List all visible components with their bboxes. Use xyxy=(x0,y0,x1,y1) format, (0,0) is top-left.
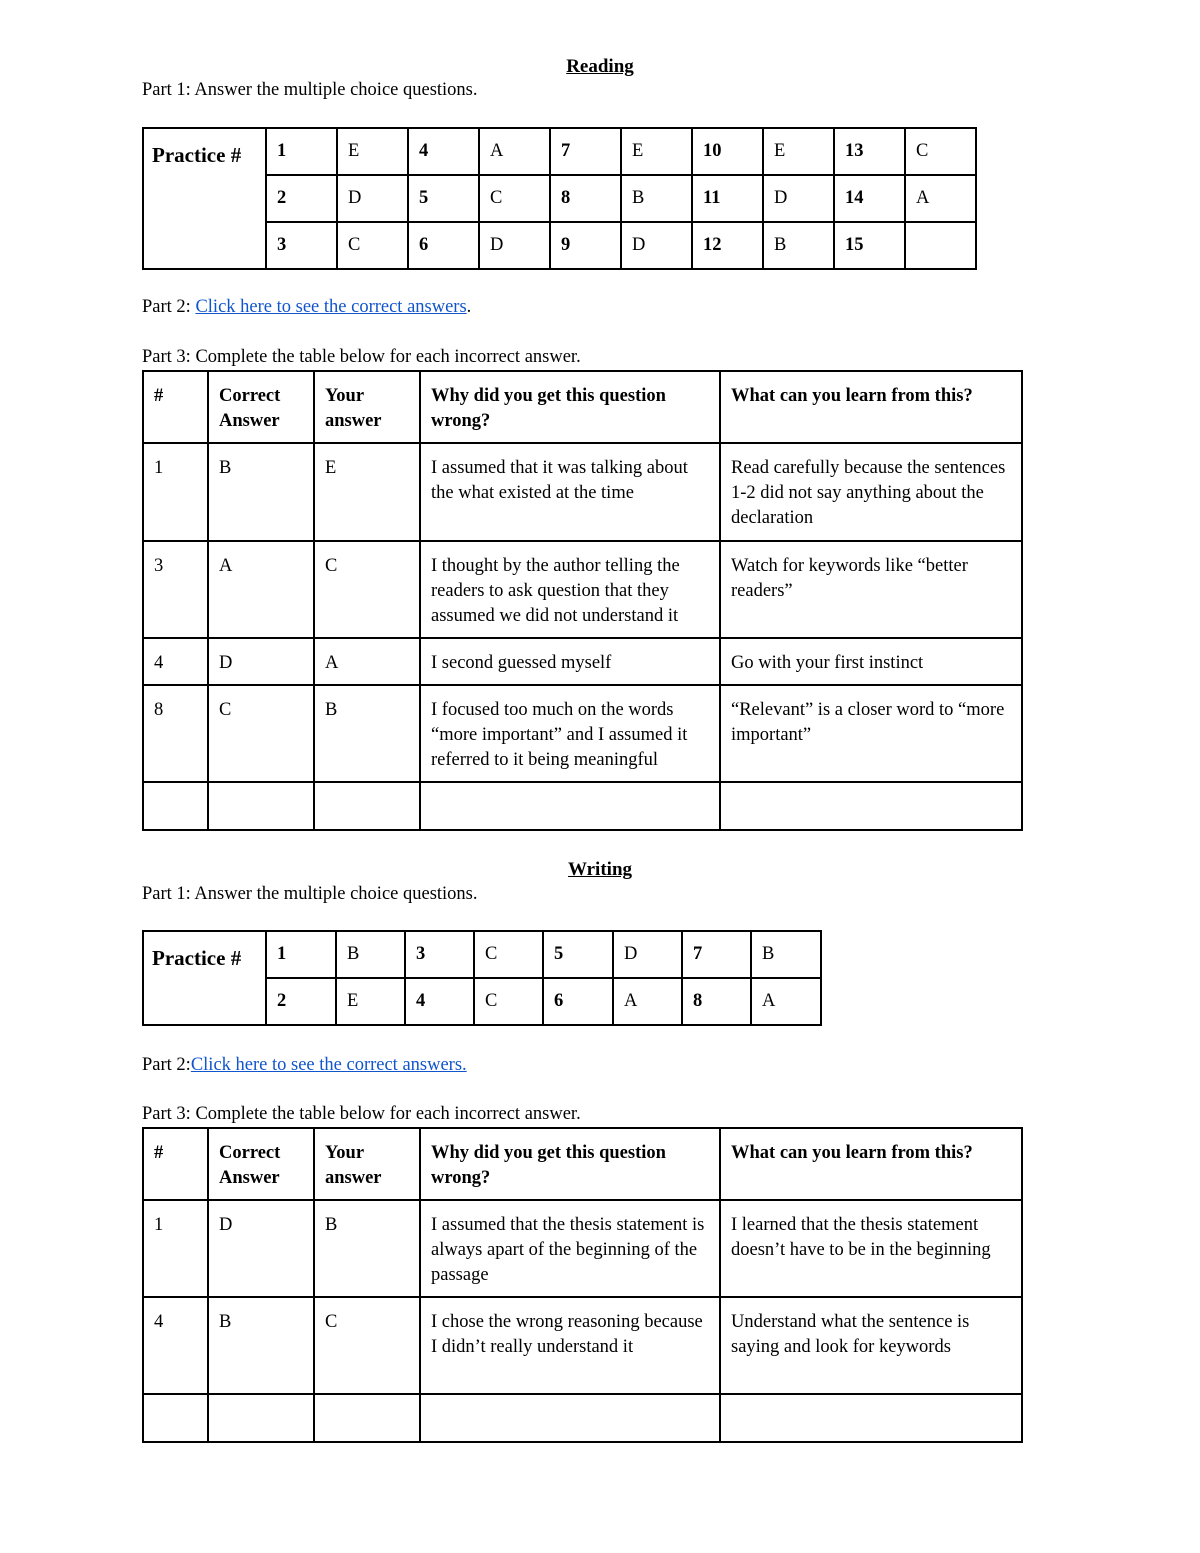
reading-review-row xyxy=(143,685,1022,782)
practice-row xyxy=(143,222,976,269)
your-answer: A xyxy=(314,638,420,685)
reading-review-row xyxy=(143,541,1022,638)
answer-choice: C xyxy=(474,931,543,978)
practice-label: Practice # xyxy=(143,931,266,1025)
correct-answer: B xyxy=(208,1297,314,1394)
correct-answer: D xyxy=(208,638,314,685)
your-answer: B xyxy=(314,1200,420,1297)
header-correct-answer: Correct Answer xyxy=(208,1128,314,1200)
lesson-learned: Watch for keywords like “better readers” xyxy=(720,541,1022,638)
header-why-wrong: Why did you get this question wrong? xyxy=(420,1128,720,1200)
header-your-answer: Your answer xyxy=(314,371,420,443)
answer-choice: B xyxy=(763,222,834,269)
question-number: 5 xyxy=(543,931,613,978)
question-number: 13 xyxy=(834,128,905,175)
reading-part2-suffix: . xyxy=(466,297,472,317)
practice-row xyxy=(143,128,976,175)
writing-practice-table xyxy=(142,930,822,1026)
question-number: 4 xyxy=(408,128,479,175)
question-number xyxy=(143,782,208,830)
reading-part2-line xyxy=(142,297,471,318)
header-correct-answer: Correct Answer xyxy=(208,371,314,443)
reading-review-header-row xyxy=(143,371,1022,443)
why-wrong xyxy=(420,1394,720,1442)
header-what-learn: What can you learn from this? xyxy=(720,1128,1022,1200)
your-answer: B xyxy=(314,685,420,782)
practice-row xyxy=(143,175,976,222)
question-number: 12 xyxy=(692,222,763,269)
your-answer xyxy=(314,1394,420,1442)
answer-choice xyxy=(905,222,976,269)
question-number: 1 xyxy=(266,128,337,175)
answer-choice: B xyxy=(621,175,692,222)
lesson-learned: “Relevant” is a closer word to “more important” xyxy=(720,685,1022,782)
question-number: 6 xyxy=(543,978,613,1025)
correct-answer: D xyxy=(208,1200,314,1297)
lesson-learned: Read carefully because the sentences 1-2 did not say anything about the declaration xyxy=(720,443,1022,541)
question-number: 3 xyxy=(143,541,208,638)
question-number: 2 xyxy=(266,978,336,1025)
answer-choice: E xyxy=(336,978,405,1025)
correct-answer xyxy=(208,782,314,830)
question-number: 2 xyxy=(266,175,337,222)
question-number: 15 xyxy=(834,222,905,269)
answer-choice: E xyxy=(763,128,834,175)
header-why-wrong: Why did you get this question wrong? xyxy=(420,371,720,443)
question-number: 5 xyxy=(408,175,479,222)
reading-practice-table xyxy=(142,127,977,270)
answer-choice: B xyxy=(751,931,821,978)
practice-label: Practice # xyxy=(143,128,266,269)
writing-review-row xyxy=(143,1297,1022,1394)
your-answer: E xyxy=(314,443,420,541)
writing-part3-instruction: Part 3: Complete the table below for each incorrect answer. xyxy=(142,1104,581,1124)
lesson-learned xyxy=(720,1394,1022,1442)
writing-review-row-empty xyxy=(143,1394,1022,1442)
question-number: 1 xyxy=(143,1200,208,1297)
answer-choice: D xyxy=(337,175,408,222)
question-number: 6 xyxy=(408,222,479,269)
answer-choice: C xyxy=(474,978,543,1025)
question-number: 4 xyxy=(143,638,208,685)
why-wrong xyxy=(420,782,720,830)
question-number: 4 xyxy=(405,978,474,1025)
question-number: 14 xyxy=(834,175,905,222)
your-answer: C xyxy=(314,541,420,638)
answer-choice: D xyxy=(479,222,550,269)
why-wrong: I assumed that the thesis statement is always apart of the beginning of the passage xyxy=(420,1200,720,1297)
correct-answer: C xyxy=(208,685,314,782)
question-number: 9 xyxy=(550,222,621,269)
reading-review-table xyxy=(142,370,1023,831)
question-number: 8 xyxy=(682,978,751,1025)
answer-choice: D xyxy=(763,175,834,222)
why-wrong: I chose the wrong reasoning because I didn’t really understand it xyxy=(420,1297,720,1394)
writing-part2-line xyxy=(142,1055,467,1076)
reading-part2-prefix: Part 2: xyxy=(142,297,196,317)
lesson-learned xyxy=(720,782,1022,830)
correct-answer xyxy=(208,1394,314,1442)
writing-title: Writing xyxy=(567,859,633,880)
writing-part1-instruction: Part 1: Answer the multiple choice questions. xyxy=(142,884,478,904)
question-number: 7 xyxy=(550,128,621,175)
reading-answers-link[interactable]: Click here to see the correct answers xyxy=(195,297,467,317)
question-number: 10 xyxy=(692,128,763,175)
why-wrong: I assumed that it was talking about the what existed at the time xyxy=(420,443,720,541)
question-number: 1 xyxy=(143,443,208,541)
answer-choice: E xyxy=(621,128,692,175)
answer-choice: C xyxy=(479,175,550,222)
answer-choice: D xyxy=(613,931,682,978)
question-number: 3 xyxy=(266,222,337,269)
reading-review-row-empty xyxy=(143,782,1022,830)
header-number: # xyxy=(143,371,208,443)
why-wrong: I second guessed myself xyxy=(420,638,720,685)
your-answer: C xyxy=(314,1297,420,1394)
question-number: 8 xyxy=(550,175,621,222)
correct-answer: B xyxy=(208,443,314,541)
reading-part1-instruction: Part 1: Answer the multiple choice questions. xyxy=(142,80,478,100)
answer-choice: C xyxy=(905,128,976,175)
question-number: 1 xyxy=(266,931,336,978)
why-wrong: I thought by the author telling the readers to ask question that they assumed we did not understand it xyxy=(420,541,720,638)
question-number: 3 xyxy=(405,931,474,978)
answer-choice: C xyxy=(337,222,408,269)
question-number xyxy=(143,1394,208,1442)
answer-choice: A xyxy=(751,978,821,1025)
question-number: 8 xyxy=(143,685,208,782)
lesson-learned: I learned that the thesis statement doesn’t have to be in the beginning xyxy=(720,1200,1022,1297)
question-number: 11 xyxy=(692,175,763,222)
reading-part3-instruction: Part 3: Complete the table below for each incorrect answer. xyxy=(142,347,581,367)
answer-choice: D xyxy=(621,222,692,269)
answer-choice: A xyxy=(613,978,682,1025)
answer-choice: A xyxy=(905,175,976,222)
answer-choice: E xyxy=(337,128,408,175)
lesson-learned: Understand what the sentence is saying and look for keywords xyxy=(720,1297,1022,1394)
header-what-learn: What can you learn from this? xyxy=(720,371,1022,443)
writing-part2-prefix: Part 2: xyxy=(142,1055,191,1075)
reading-review-row xyxy=(143,638,1022,685)
question-number: 4 xyxy=(143,1297,208,1394)
why-wrong: I focused too much on the words “more important” and I assumed it referred to it being meaningful xyxy=(420,685,720,782)
reading-review-row xyxy=(143,443,1022,541)
your-answer xyxy=(314,782,420,830)
correct-answer: A xyxy=(208,541,314,638)
writing-review-header-row xyxy=(143,1128,1022,1200)
lesson-learned: Go with your first instinct xyxy=(720,638,1022,685)
practice-row xyxy=(143,931,821,978)
header-your-answer: Your answer xyxy=(314,1128,420,1200)
question-number: 7 xyxy=(682,931,751,978)
header-number: # xyxy=(143,1128,208,1200)
answer-choice: B xyxy=(336,931,405,978)
reading-title: Reading xyxy=(566,56,634,77)
writing-answers-link[interactable]: Click here to see the correct answers. xyxy=(190,1055,467,1075)
writing-review-row xyxy=(143,1200,1022,1297)
answer-choice: A xyxy=(479,128,550,175)
writing-review-table xyxy=(142,1127,1023,1443)
